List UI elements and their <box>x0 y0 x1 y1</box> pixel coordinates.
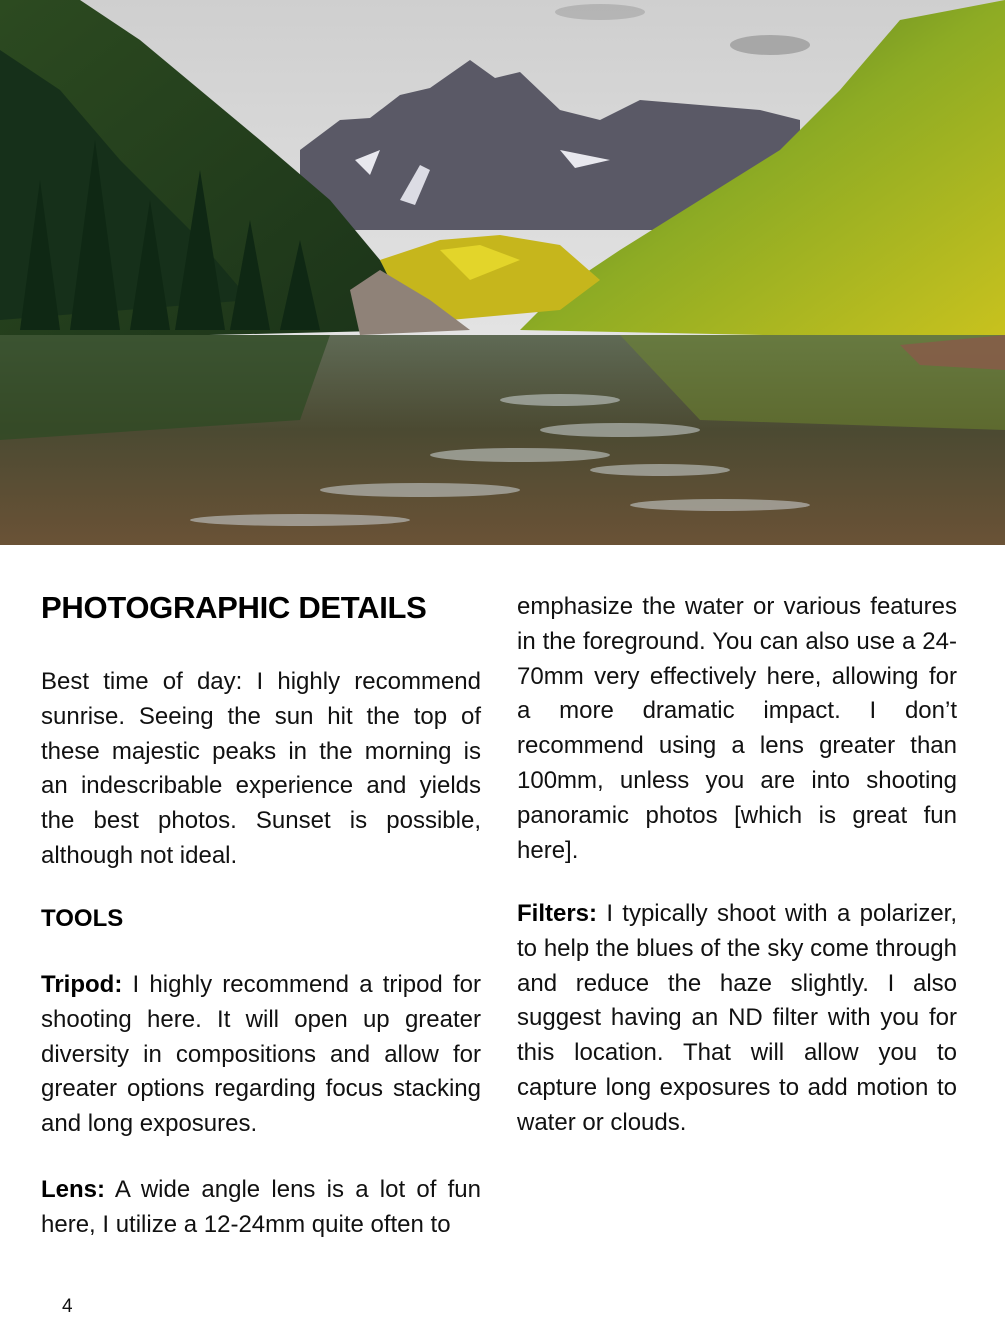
filters-text: I typically shoot with a polarizer, to help the blues of the sky come through and reduce the haze slightly. I also suggest having an ND filter with you for this location. That will allow you to capture long exposures to add motion to water or clouds. <box>517 900 957 1136</box>
best-time-paragraph: Best time of day: I highly recommend sunrise. Seeing the sun hit the top of these majestic peaks in the morning is an indescribable experience and yields the best photos. Sunset is possible, although not ideal. <box>41 668 481 869</box>
lens-text: A wide angle lens is a lot of fun here, I utilize a 12-24mm quite often to <box>41 1176 481 1238</box>
lens-continued-paragraph: emphasize the water or various features in the foreground. You can also use a 24-70mm very effectively here, allowing for a more dramatic impact. I don’t recommend using a lens greater than 100mm, unless you are into shooting panoramic photos [which is great fun here]. <box>517 593 957 864</box>
tripod-text: I highly recommend a tripod for shooting here. It will open up greater diversity in compositions and allow for greater options regarding focus stacking and long exposures. <box>41 971 481 1138</box>
tripod-paragraph <box>41 968 481 1142</box>
page-number: 4 <box>62 1296 73 1317</box>
section-title: PHOTOGRAPHIC DETAILS <box>41 590 427 625</box>
lens-paragraph <box>41 1173 481 1243</box>
tripod-label: Tripod: <box>41 971 123 998</box>
tools-heading: TOOLS <box>41 905 124 932</box>
lens-label: Lens: <box>41 1176 106 1203</box>
filters-label: Filters: <box>517 900 598 927</box>
hero-landscape-photo <box>0 0 1005 545</box>
filters-paragraph <box>517 897 957 1141</box>
